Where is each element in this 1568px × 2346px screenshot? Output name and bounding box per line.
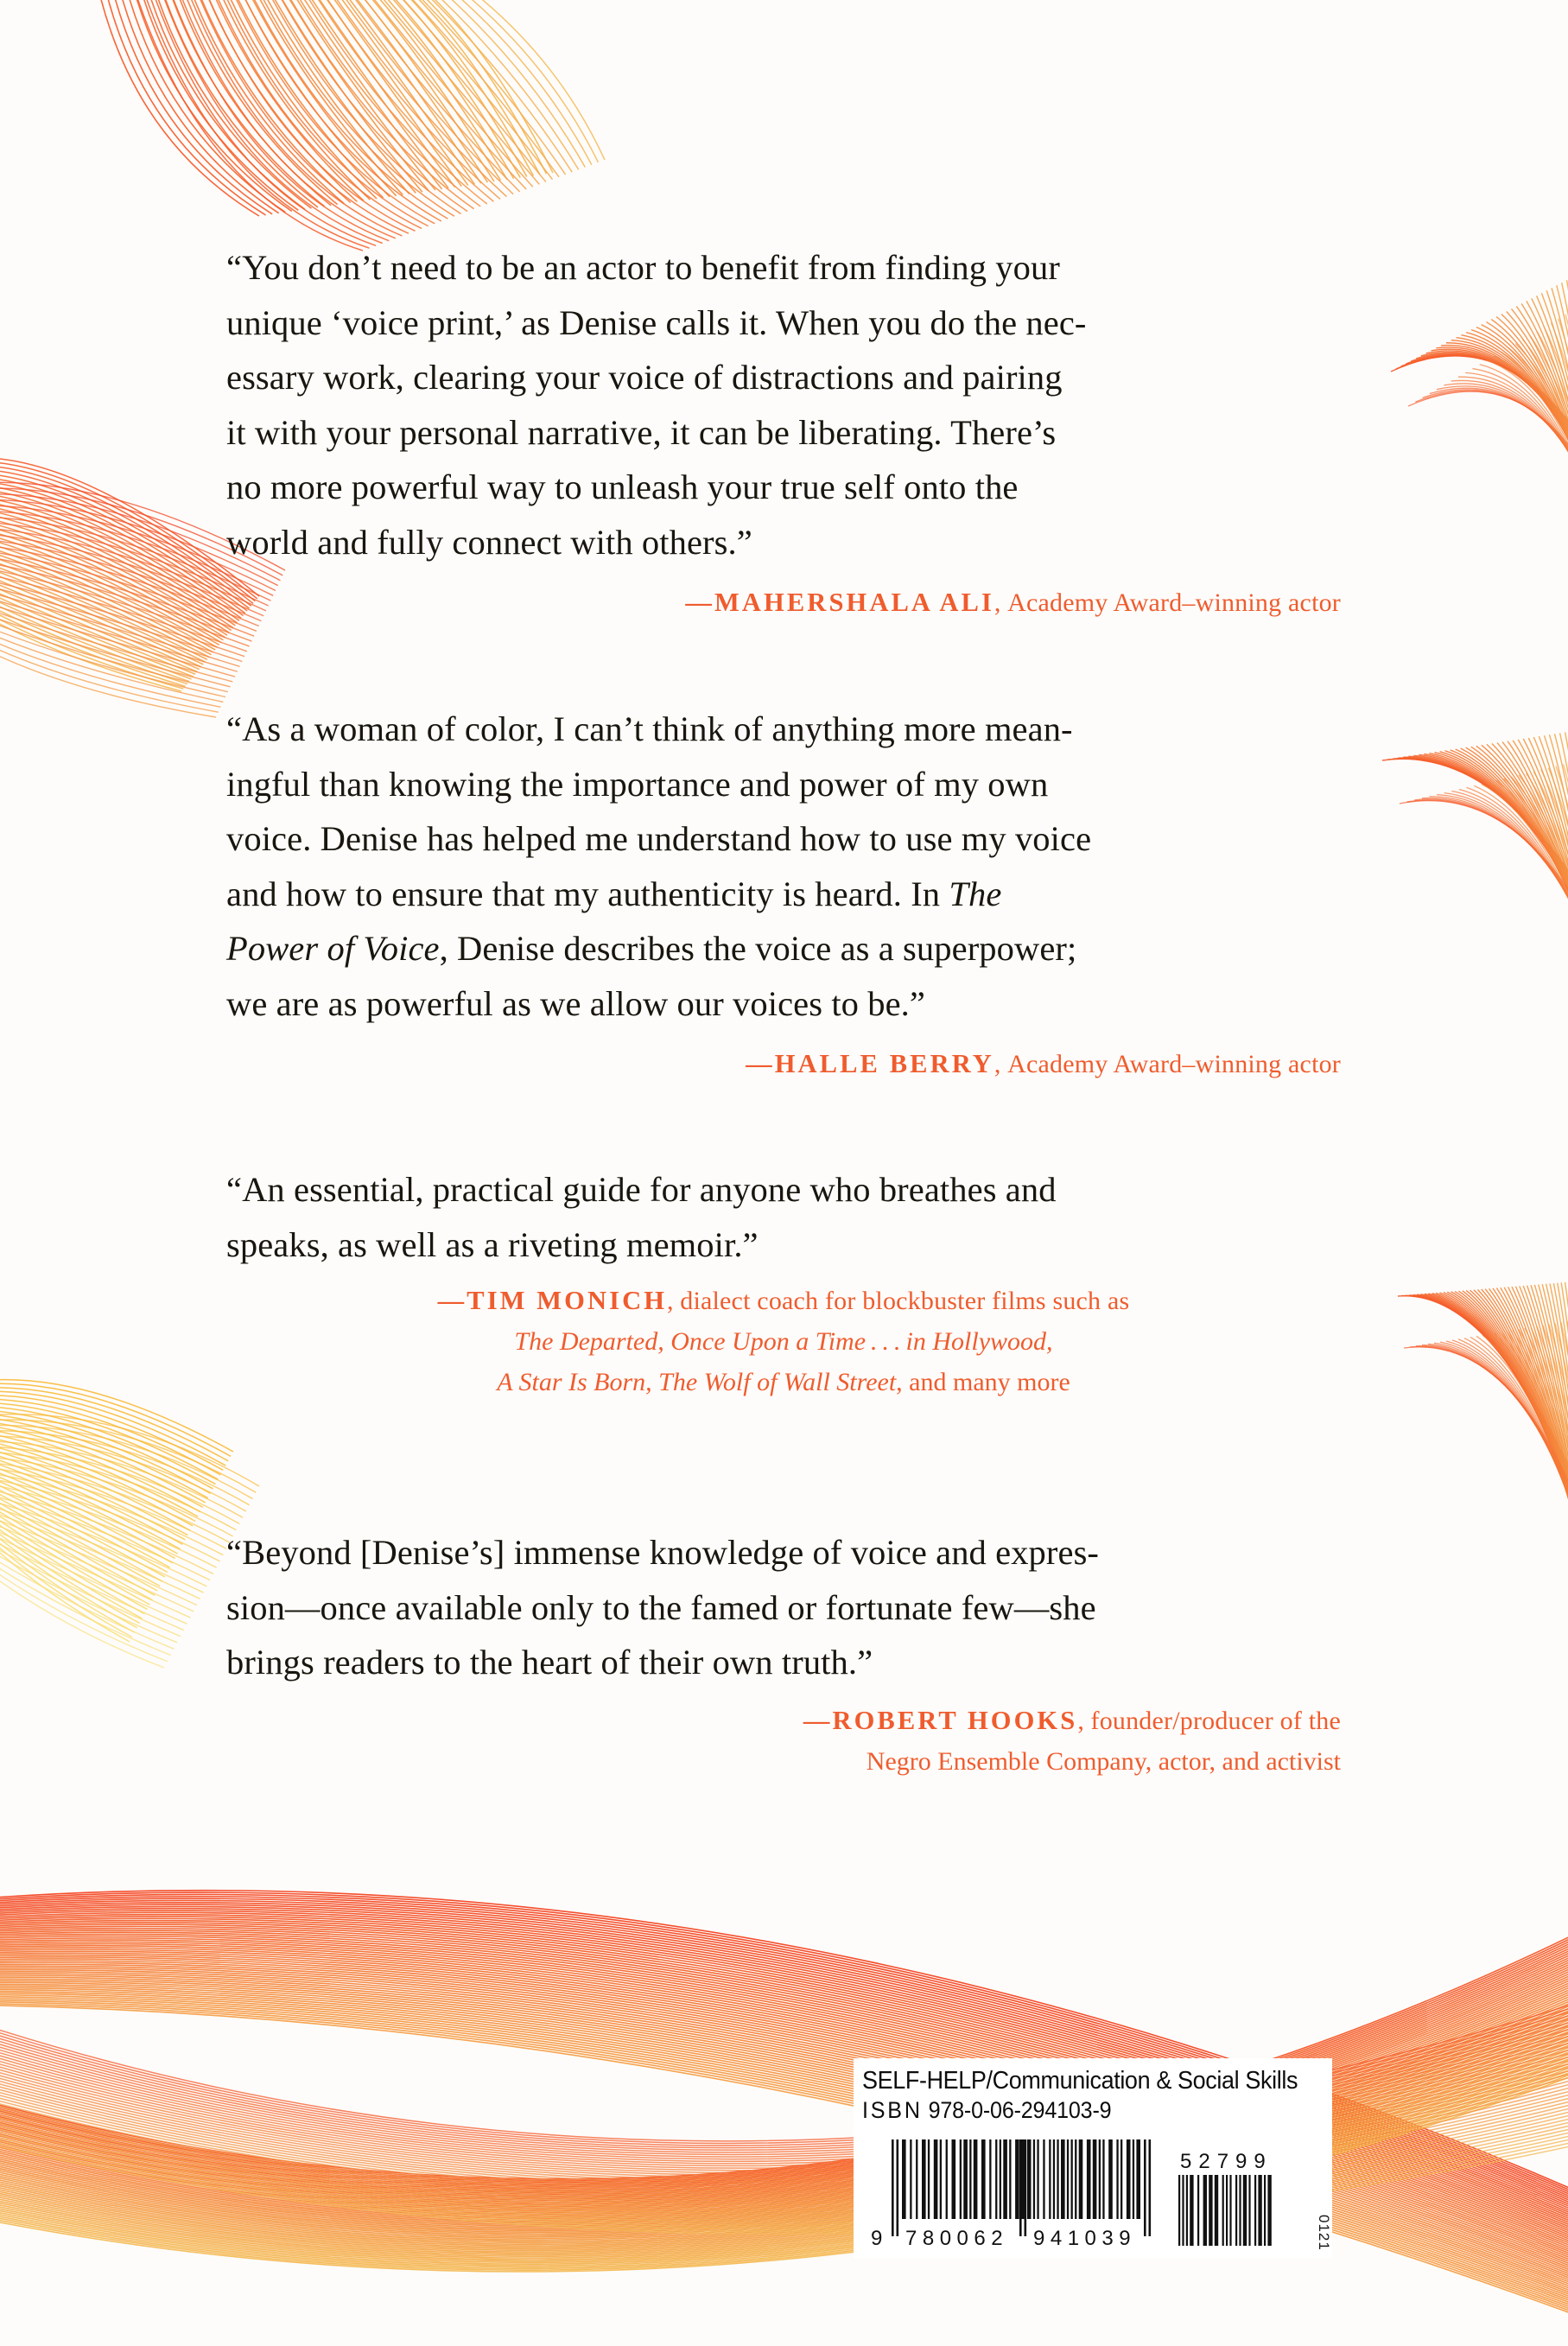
- quote-line: [226, 921, 1341, 976]
- book-title-italic: Power of Voice: [226, 929, 440, 968]
- svg-text:780062: 780062: [905, 2227, 1009, 2250]
- attribution-role: founder/producer of the: [1090, 1706, 1341, 1735]
- quote-line: “An essential, practical guide for anyone who breathes and: [226, 1170, 1057, 1209]
- attribution-role: Academy Award–winning actor: [1007, 588, 1341, 617]
- isbn-number: 978-0-06-294103-9: [928, 2097, 1112, 2123]
- attribution-extra-line: [226, 1321, 1341, 1362]
- ean5-addon-barcode: [1175, 2149, 1277, 2253]
- book-title-italic: The: [949, 874, 1002, 913]
- quote-line: we are as powerful as we allow our voices to be.”: [226, 983, 925, 1023]
- attribution-name: —HALLE BERRY: [746, 1049, 994, 1078]
- quote-line: “You don’t need to be an actor to benefit from finding your: [226, 248, 1060, 287]
- blurb-attribution: [226, 582, 1341, 623]
- quote-line-text: , Denise describes the voice as a superpower;: [439, 929, 1077, 968]
- blurb-attribution: [226, 1701, 1341, 1741]
- attribution-extra-line: [226, 1362, 1341, 1402]
- attribution-name: —ROBERT HOOKS: [803, 1705, 1078, 1735]
- blurb-attribution: [226, 1281, 1341, 1321]
- attribution-name: —TIM MONICH: [437, 1286, 668, 1315]
- quote-line: brings readers to the heart of their own truth.”: [226, 1643, 873, 1682]
- blurb-mahershala-ali: [226, 240, 1341, 623]
- quote-line: no more powerful way to unleash your true self onto the: [226, 467, 1019, 506]
- attribution-role: dialect coach for blockbuster films such as: [680, 1287, 1130, 1315]
- svg-text:941039: 941039: [1033, 2227, 1137, 2250]
- quote-line: world and fully connect with others.”: [226, 522, 752, 562]
- quote-line: “Beyond [Denise’s] immense knowledge of voice and expres-: [226, 1533, 1100, 1572]
- attribution-role: Academy Award–winning actor: [1007, 1050, 1341, 1078]
- isbn-label: ISBN: [862, 2097, 923, 2123]
- film-titles-italic: The Departed, Once Upon a Time . . . in Hollywood,: [514, 1327, 1053, 1356]
- barcode-row: [862, 2136, 1332, 2253]
- quote-line-text: and how to ensure that my authenticity is heard. In: [226, 874, 949, 913]
- quote-line: sion—once available only to the famed or fortunate few—she: [226, 1587, 1096, 1627]
- attribution-separator: ,: [667, 1287, 674, 1315]
- attribution-separator: ,: [993, 1050, 1001, 1078]
- bisac-category: SELF-HELP/Communication & Social Skills: [862, 2067, 1298, 2095]
- quote-line: ingful than knowing the importance and power of my own: [226, 764, 1049, 804]
- attribution-separator: ,: [993, 588, 1001, 617]
- quote-line: it with your personal narrative, it can be liberating. There’s: [226, 412, 1057, 452]
- isbn-barcode-panel: [854, 2058, 1332, 2258]
- printing-code: 0121: [1316, 2215, 1332, 2251]
- quote-line: voice. Denise has helped me understand how to use my voice: [226, 819, 1092, 858]
- attribution-extra-line: [226, 1741, 1341, 1782]
- film-titles-italic: A Star Is Born, The Wolf of Wall Street: [497, 1368, 897, 1396]
- blurb-halle-berry: [226, 702, 1341, 1084]
- quote-line: unique ‘voice print,’ as Denise calls it. When you do the nec-: [226, 302, 1087, 342]
- quote-line: [226, 867, 1341, 922]
- quote-line: “As a woman of color, I can’t think of anything more mean-: [226, 709, 1073, 748]
- svg-text:9: 9: [871, 2227, 883, 2250]
- attribution-separator: ,: [1077, 1706, 1085, 1735]
- svg-text:52799: 52799: [1180, 2150, 1273, 2173]
- quote-line: speaks, as well as a riveting memoir.”: [226, 1224, 759, 1264]
- ean13-barcode: [867, 2136, 1152, 2253]
- blurb-attribution: [226, 1044, 1341, 1084]
- attribution-extra-text: Negro Ensemble Company, actor, and activist: [866, 1746, 1341, 1776]
- film-titles-roman: , and many more: [896, 1368, 1070, 1396]
- blurb-robert-hooks: [226, 1525, 1341, 1782]
- blurb-tim-monich: [226, 1162, 1341, 1402]
- attribution-name: —MAHERSHALA ALI: [685, 588, 994, 617]
- quote-line: essary work, clearing your voice of distractions and pairing: [226, 358, 1063, 397]
- isbn-line: [862, 2097, 1294, 2124]
